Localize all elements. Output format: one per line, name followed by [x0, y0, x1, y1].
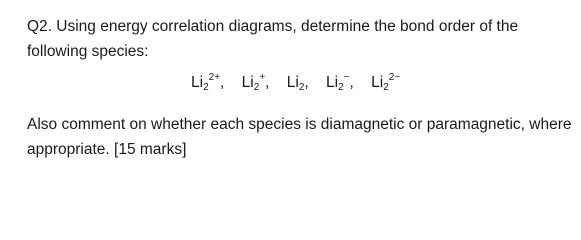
- question-prompt: [27, 14, 518, 64]
- question-followup: [27, 112, 572, 162]
- question-line-4: appropriate. [15 marks]: [27, 141, 187, 158]
- question-line-2: following species:: [27, 43, 149, 60]
- species-li2: $Li_2$,: [286, 74, 309, 93]
- question-line-1: Q2. Using energy correlation diagrams, determine the bond order of the: [27, 18, 519, 35]
- species-li2-2plus: $Li_2^{2+}$,: [191, 72, 225, 93]
- question-line-3: Also comment on whether each species is diamagnetic or paramagnetic, where: [27, 116, 572, 133]
- species-li2-2minus: $Li_2^{2-}$: [371, 72, 401, 93]
- species-li2-plus: $Li_2^+$,: [241, 72, 270, 93]
- species-li2-minus: $Li_2^-$,: [326, 72, 354, 93]
- species-list: [191, 72, 400, 93]
